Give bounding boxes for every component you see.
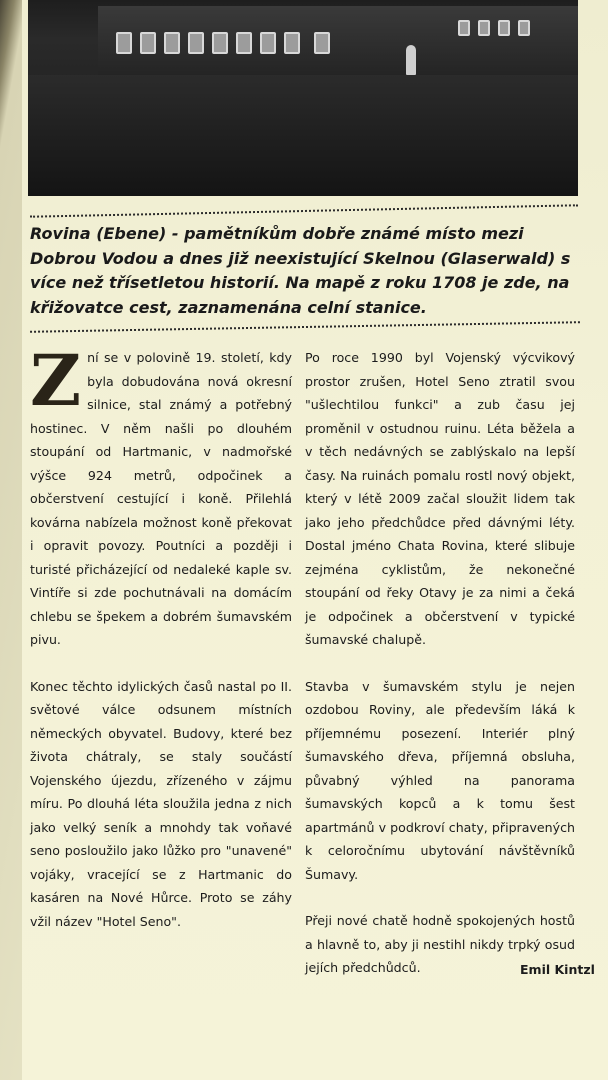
left-paragraph-1-text: ní se v polovině 19. století, kdy byla dobudována nová okresní silnice, stal známý a potřebný hostinec. V něm našli po dlouhém stoupání od Hartmanic, v nadmořské výšce 924 metrů, odpočinek a občerstvení cestující i koně. Přilehlá kovárna nabízela možnost koně překovat i opravit povozy. Poutníci a později i turisté přicházející od nedaleké kaple sv. Vintíře si zde pochutnávali na domácím chlebu se špekem a dobrém šumavském pivu. xyxy=(30,350,292,647)
window-shape xyxy=(260,32,276,54)
hotel-seno-photo xyxy=(28,0,578,196)
ground-area xyxy=(28,75,578,196)
window-shape xyxy=(236,32,252,54)
left-column xyxy=(30,339,292,956)
author-signature: Emil Kintzl xyxy=(520,962,595,977)
window-shape xyxy=(314,32,330,54)
left-paragraph-2: Konec těchto idylických časů nastal po II. světové válce odsunem místních německých obyvatel. Budovy, které bez života chátraly, se staly součástí Vojenského újezdu, zřízeného v zájmu míru. Po dlouhá léta sloužila jedna z nich jako velký seník a mnohdy tak voňavé seno posloužilo jako lůžko pro "unavené" vojáky, vracející se z Hartmanic do kasáren na Nové Hůrce. Proto se záhy vžil název "Hotel Seno". xyxy=(30,678,292,929)
right-column xyxy=(305,346,575,1003)
drop-cap: Z xyxy=(30,339,82,422)
window-shape xyxy=(284,32,300,54)
right-paragraph-2: Stavba v šumavském stylu je nejen ozdobou Roviny, ale především láká k příjemnému posezení. Interiér plný šumavského dřeva, příjemná obsluha, půvabný výhled na panorama šumavských kopců a k tomu šest apartmánů v podkroví chaty, připravených k celoročnímu ubytování návštěvníků Šumavy. xyxy=(305,678,575,882)
photo-caption: Rovina (Ebene) - pamětníkům dobře známé místo mezi Dobrou Vodou a dnes již neexistující Skelnou (Glaserwald) s více než třísetletou historií. Na mapě z roku 1708 je zde, na křižovatce cest, zaznamenána celní stanice. xyxy=(30,224,571,317)
window-shape xyxy=(164,32,180,54)
left-paragraph-1 xyxy=(30,339,292,652)
window-shape xyxy=(188,32,204,54)
window-shape xyxy=(140,32,156,54)
right-paragraph-1: Po roce 1990 byl Vojenský výcvikový prostor zrušen, Hotel Seno ztratil svou "ušlechtilou funkci" a zub času jej proměnil v ostudnou ruinu. Léta běžela a v těch nedávných se zablýskalo na lepší časy. Na ruinách pomalu rostl nový objekt, který v létě 2009 začal sloužit lidem tak jako jeho předchůdce před dávnými léty. Dostal jméno Chata Rovina, které slibuje zejména cyklistům, že nekonečné stoupání od řeky Otavy je za nimi a čeká je odpočinek a občerstvení v typické šumavské chalupě. xyxy=(305,350,575,647)
window-shape xyxy=(212,32,228,54)
window-shape xyxy=(478,20,490,36)
person-figure xyxy=(406,45,416,75)
window-shape xyxy=(518,20,530,36)
right-paragraph-3: Přeji nové chatě hodně spokojených hostů a hlavně to, aby ji nestihl nikdy trpký osud jejích předchůdců. xyxy=(305,913,575,975)
window-shape xyxy=(116,32,132,54)
window-shape xyxy=(458,20,470,36)
window-shape xyxy=(498,20,510,36)
